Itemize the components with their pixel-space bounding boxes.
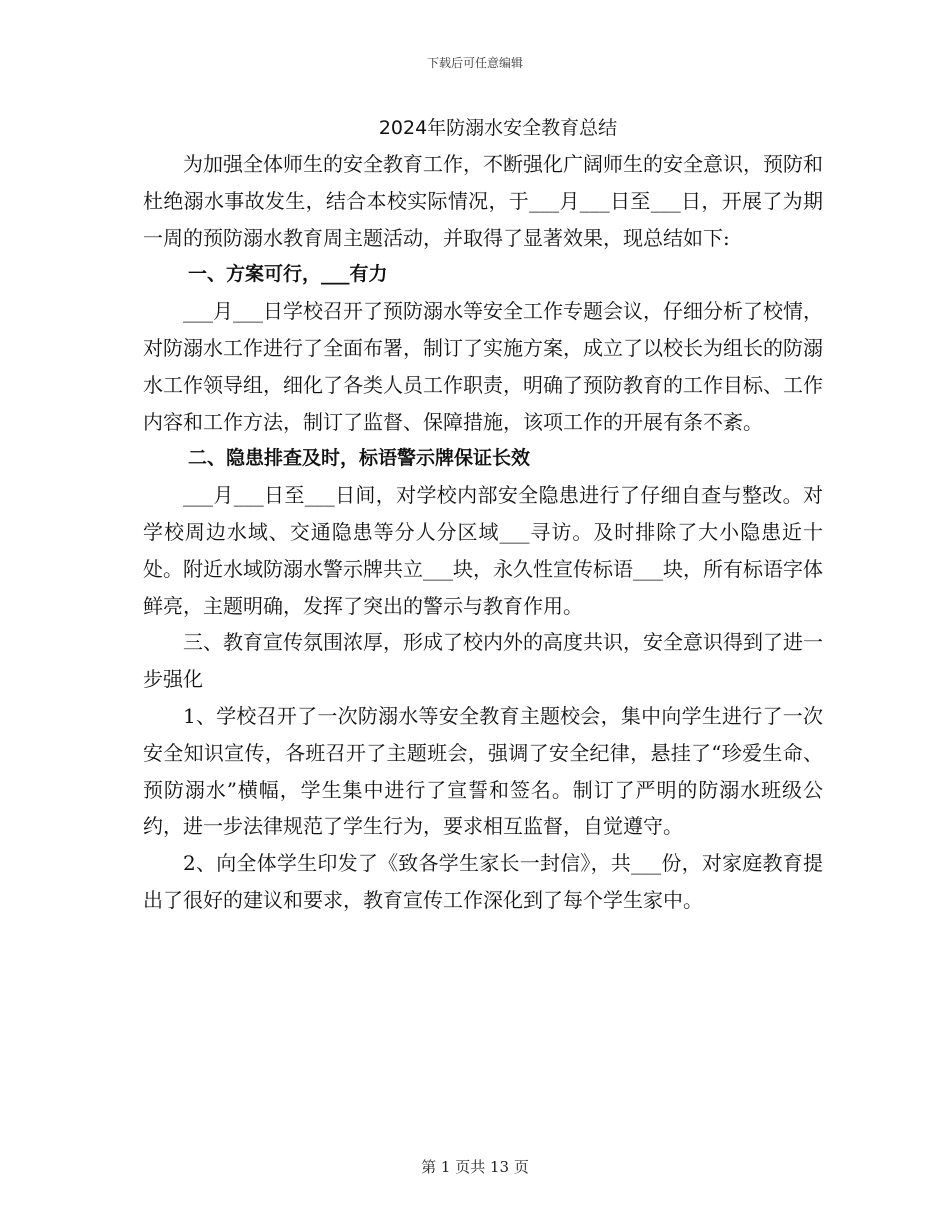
intro-paragraph: 为加强全体师生的安全教育工作，不断强化广阔师生的安全意识，预防和杜绝溺水事故发生，结合本校实际情况，于___月___日至___日，开展了为期一周的预防溺水教育周主题活动，并取得了显著效果，现总结如下:: [143, 152, 823, 250]
document-title: 2024年防溺水安全教育总结: [378, 117, 618, 139]
section-3-item-2: 2、向全体学生印发了《致各学生家长一封信》，共___份，对家庭教育提出了很好的建议和要求，教育宣传工作深化到了每个学生家中。: [143, 851, 823, 912]
section-1-paragraph: ___月___日学校召开了预防溺水等安全工作专题会议，仔细分析了校情，对防溺水工作进行了全面布署，制订了实施方案，成立了以校长为组长的防溺水工作领导组，细化了各类人员工作职责，明确了预防教育的工作目标、工作内容和工作方法，制订了监督、保障措施，该项工作的开展有条不紊。: [143, 299, 823, 434]
section-1-heading: 一、方案可行，___有力: [188, 263, 388, 286]
section-3-heading: 三、教育宣传氛围浓厚，形成了校内外的高度共识，安全意识得到了进一步强化: [143, 630, 823, 692]
section-2-heading: 二、隐患排查及时，标语警示牌保证长效: [188, 447, 531, 470]
document-body: [143, 112, 823, 919]
page-number-footer: 第 1 页共 13 页: [421, 1158, 529, 1176]
header-note: 下载后可任意编辑: [426, 56, 523, 70]
section-2-paragraph: ___月___日至___日间，对学校内部安全隐患进行了仔细自查与整改。对学校周边水域、交通隐患等分人分区域___寻访。及时排除了大小隐患近十处。附近水域防溺水警示牌共立___块，永久性宣传标语___块，所有标语字体鲜亮，主题明确，发挥了突出的警示与教育作用。: [143, 483, 823, 618]
section-3-item-1: 1、学校召开了一次防溺水等安全教育主题校会，集中向学生进行了一次安全知识宣传，各班召开了主题班会，强调了安全纪律，悬挂了“珍爱生命、预防溺水”横幅，学生集中进行了宣誓和签名。制订了严明的防溺水班级公约，进一步法律规范了学生行为，要求相互监督，自觉遵守。: [143, 703, 823, 839]
